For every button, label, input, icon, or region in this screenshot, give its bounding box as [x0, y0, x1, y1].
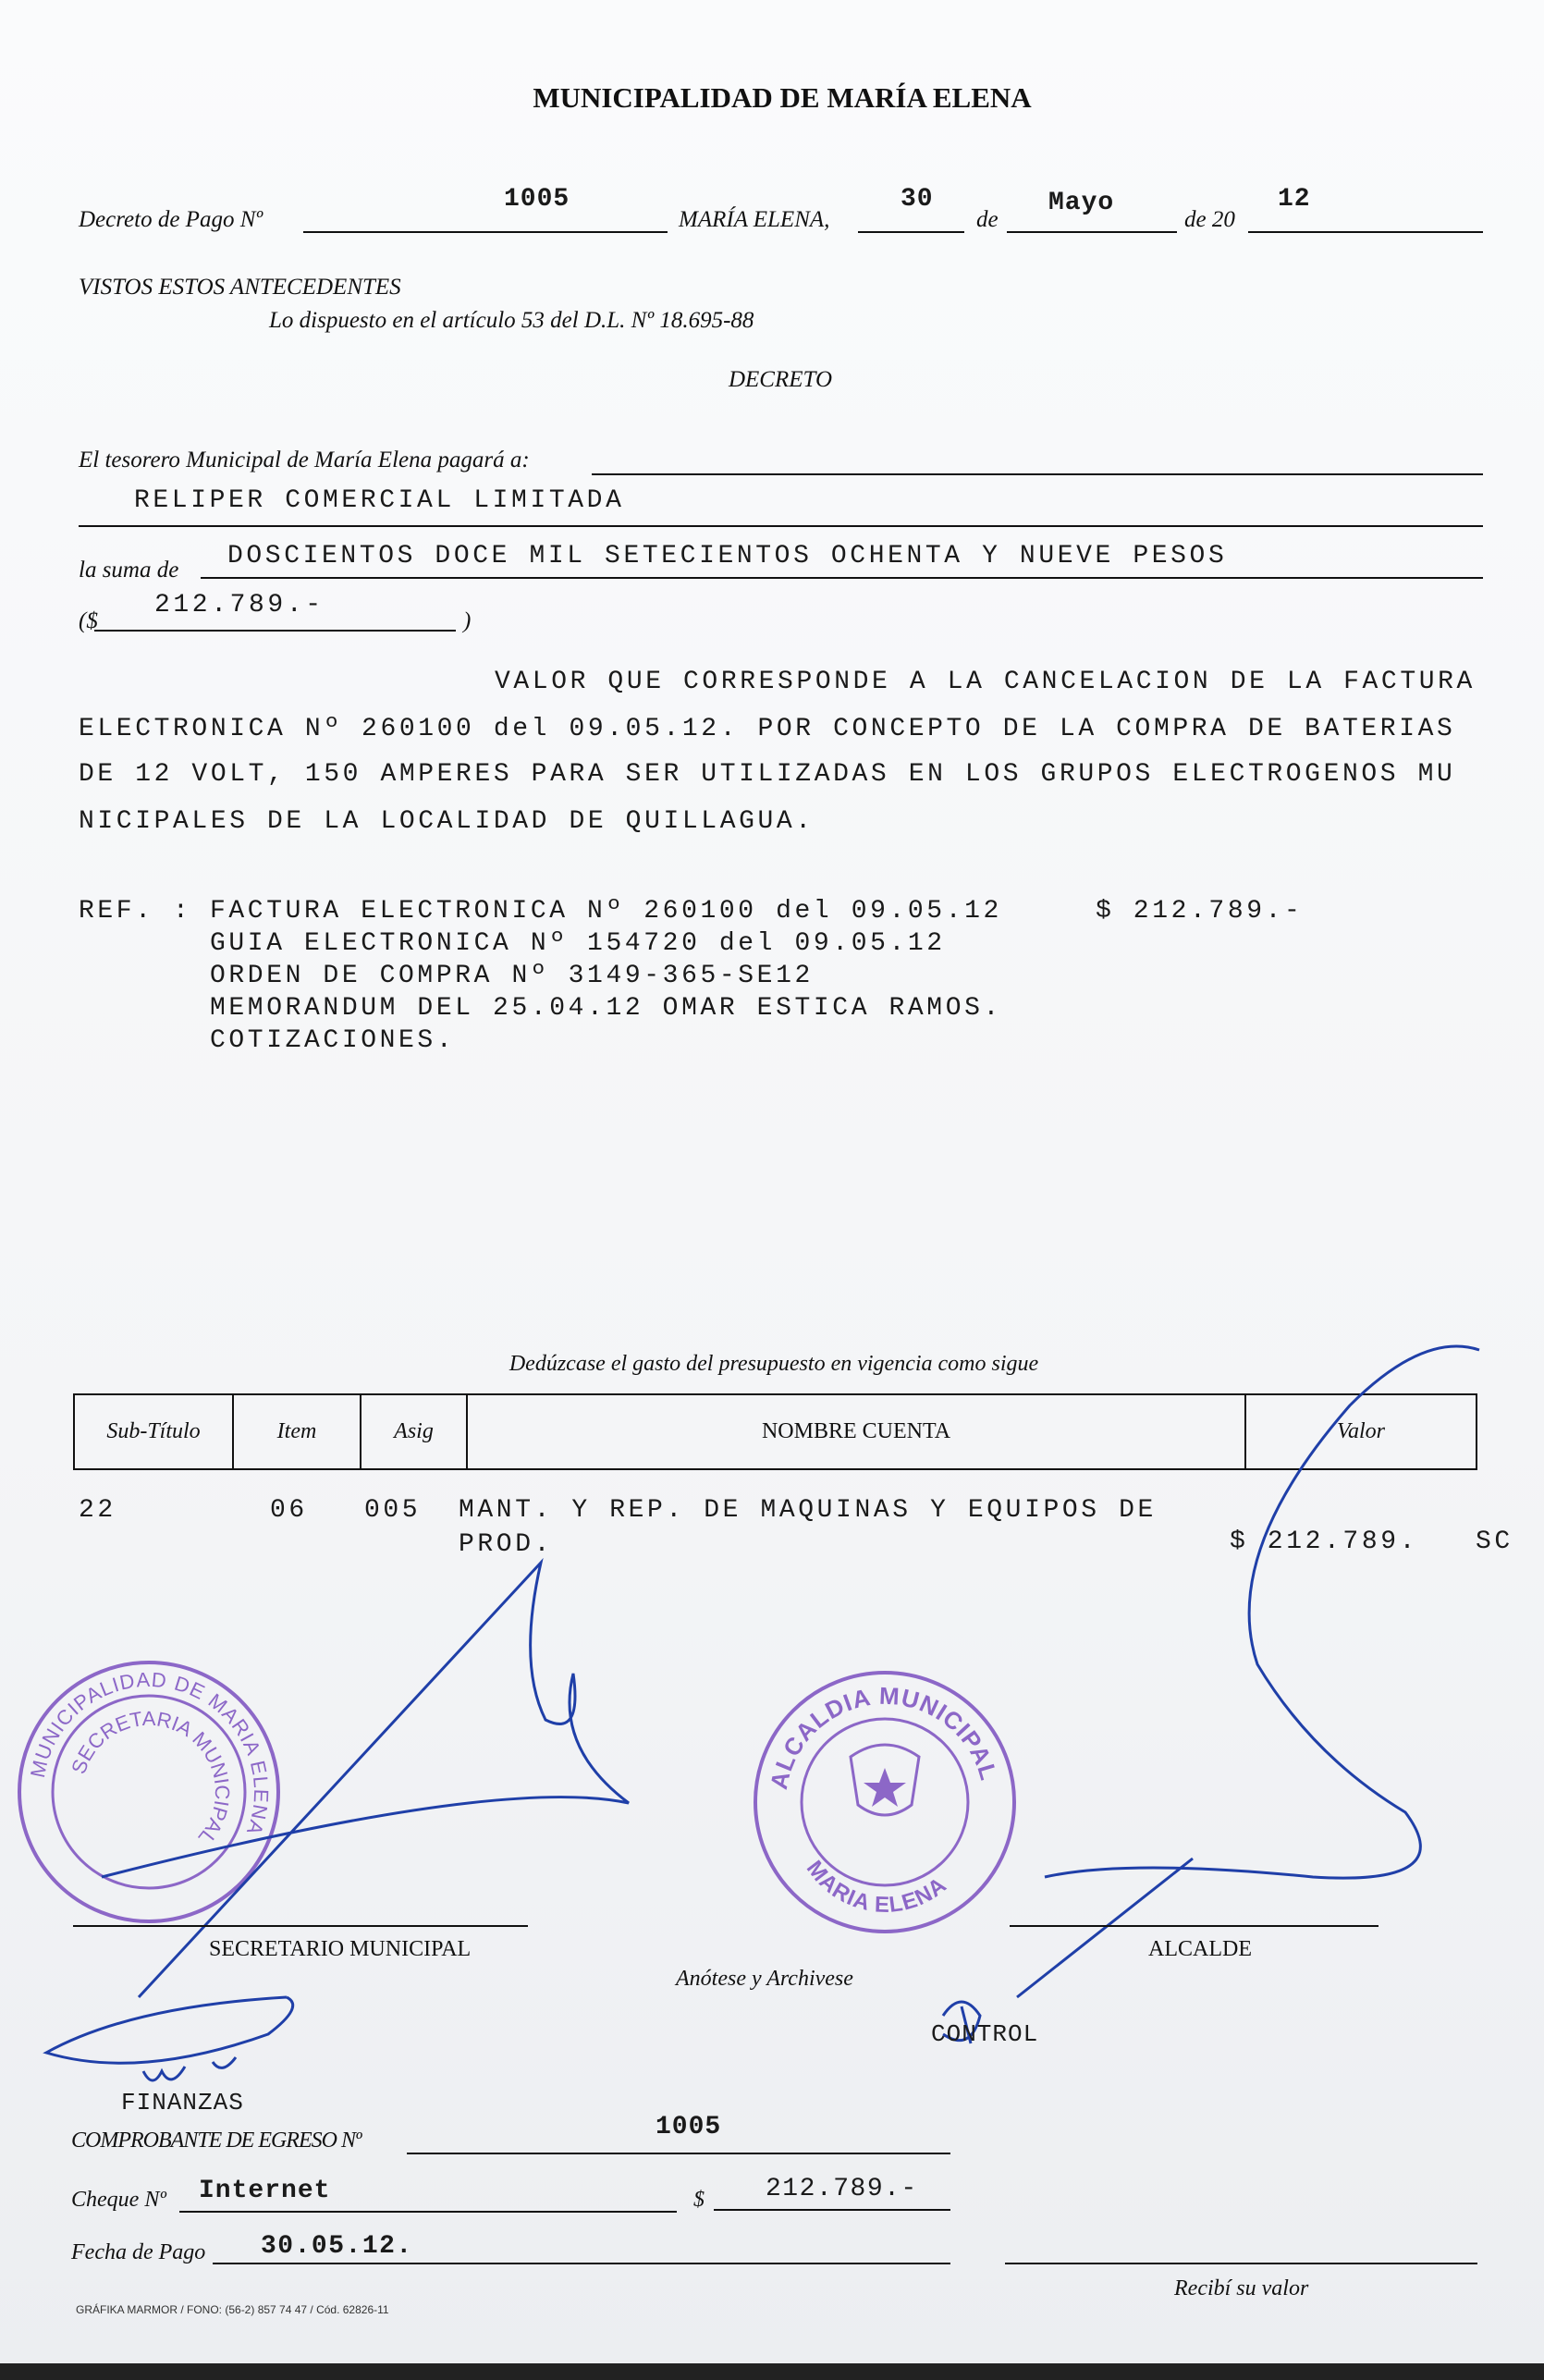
- amount-label: la suma de: [79, 558, 179, 583]
- svg-text:MARIA ELENA: [802, 1856, 952, 1918]
- ref-line: MEMORANDUM DEL 25.04.12 OMAR ESTICA RAMOS.: [210, 994, 1002, 1023]
- header-asig: Asig: [361, 1395, 468, 1468]
- control-label: CONTROL: [931, 2020, 1039, 2048]
- fecha-value: 30.05.12.: [261, 2232, 413, 2261]
- description-line: DE 12 VOLT, 150 AMPERES PARA SER UTILIZADAS EN LOS GRUPOS ELECTROGENOS MU: [79, 760, 1456, 789]
- comprobante-label: COMPROBANTE DE EGRESO Nº: [71, 2129, 361, 2153]
- city-label: MARÍA ELENA,: [679, 207, 830, 232]
- fecha-underline: [213, 2263, 950, 2264]
- decreto-number: 1005: [504, 185, 570, 214]
- amount-prefix: ($: [79, 608, 98, 633]
- budget-caption: Dedúzcase el gasto del presupuesto en vigencia como sigue: [509, 1352, 1039, 1376]
- row-item: 06: [270, 1496, 308, 1525]
- year-label: de 20: [1184, 207, 1235, 232]
- row-asig: 005: [364, 1496, 422, 1525]
- cheque-amount: 212.789.-: [766, 2175, 918, 2203]
- row-cuenta-cont: PROD.: [459, 1530, 554, 1559]
- amount-value: 212.789.-: [154, 591, 325, 620]
- scan-edge: [0, 2363, 1544, 2380]
- description-line: VALOR QUE CORRESPONDE A LA CANCELACION DE LA FACTURA: [495, 668, 1476, 696]
- cheque-amount-underline: [714, 2209, 950, 2211]
- day-value: 30: [901, 185, 934, 214]
- alcalde-signature-line: [1010, 1925, 1379, 1927]
- row-note: SC: [1476, 1527, 1513, 1556]
- alcaldia-stamp: [755, 1673, 1014, 1932]
- comprobante-underline: [407, 2153, 950, 2154]
- ref-line: GUIA ELECTRONICA Nº 154720 del 09.05.12: [210, 929, 946, 958]
- stamp-left-outer-text: MUNICIPALIDAD DE MARIA ELENA: [25, 1667, 274, 1839]
- ref-line: COTIZACIONES.: [210, 1026, 456, 1055]
- printer-footer: GRÁFIKA MARMOR / FONO: (56-2) 857 74 47 / Cód. 62826-11: [76, 2303, 389, 2316]
- decreto-heading: DECRETO: [728, 367, 833, 392]
- amount-words: DOSCIENTOS DOCE MIL SETECIENTOS OCHENTA Y NUEVE PESOS: [227, 542, 1228, 570]
- row-subtitulo: 22: [79, 1496, 116, 1525]
- header-nombre-cuenta: NOMBRE CUENTA: [468, 1395, 1246, 1468]
- decreto-label: Decreto de Pago Nº: [79, 207, 263, 232]
- document-title: MUNICIPALIDAD DE MARÍA ELENA: [533, 81, 1032, 114]
- comprobante-number: 1005: [656, 2113, 722, 2141]
- recibi-label: Recibí su valor: [1174, 2276, 1309, 2300]
- secretario-signature-line: [73, 1925, 528, 1927]
- stamp-left-inner-text: SECRETARIA MUNICIPAL: [67, 1706, 235, 1850]
- cheque-label: Cheque Nº: [71, 2188, 166, 2212]
- ref-line: FACTURA ELECTRONICA Nº 260100 del 09.05.12: [210, 897, 1002, 926]
- fecha-label: Fecha de Pago: [71, 2240, 206, 2264]
- payee-name: RELIPER COMERCIAL LIMITADA: [134, 486, 625, 515]
- row-cuenta: MANT. Y REP. DE MAQUINAS Y EQUIPOS DE: [459, 1496, 1157, 1525]
- cheque-dollar: $: [693, 2188, 705, 2212]
- finanzas-label: FINANZAS: [121, 2089, 244, 2116]
- ref-label: REF. :: [79, 897, 192, 926]
- stamp-right-bottom-text: MARIA ELENA: [801, 1856, 952, 1918]
- payee-label: El tesorero Municipal de María Elena pagará a:: [79, 448, 530, 472]
- ref-amount: $ 212.789.-: [1096, 897, 1304, 926]
- alcalde-label: ALCALDE: [1148, 1937, 1252, 1961]
- secretario-label: SECRETARIO MUNICIPAL: [209, 1937, 472, 1961]
- de-label: de: [976, 207, 999, 232]
- cheque-value: Internet: [199, 2177, 331, 2205]
- stamp-right-top-text: ALCALDIA MUNICIPAL: [764, 1681, 1003, 1792]
- star-icon: [864, 1768, 906, 1807]
- cheque-underline: [179, 2211, 677, 2213]
- header-valor: Valor: [1336, 1419, 1385, 1443]
- recibi-signature-line: [1005, 2263, 1477, 2264]
- archive-label: Anótese y Archivese: [676, 1967, 853, 1991]
- row-valor: $ 212.789.: [1230, 1527, 1419, 1556]
- ref-line: ORDEN DE COMPRA Nº 3149-365-SE12: [210, 962, 814, 990]
- description-line: ELECTRONICA Nº 260100 del 09.05.12. POR CONCEPTO DE LA COMPRA DE BATERIAS: [79, 715, 1456, 743]
- vistos-heading: VISTOS ESTOS ANTECEDENTES: [79, 275, 401, 300]
- amount-suffix: ): [463, 608, 472, 633]
- header-item: Item: [234, 1395, 361, 1468]
- law-reference: Lo dispuesto en el artículo 53 del D.L. Nº 18.695-88: [269, 308, 754, 333]
- month-value: Mayo: [1048, 189, 1115, 217]
- description-line: NICIPALES DE LA LOCALIDAD DE QUILLAGUA.: [79, 807, 815, 836]
- secretaria-stamp: [19, 1662, 278, 1921]
- svg-text:SECRETARIA MUNICIPAL: [67, 1707, 234, 1849]
- year-value: 12: [1278, 185, 1311, 214]
- header-subtitulo: Sub-Título: [75, 1395, 234, 1468]
